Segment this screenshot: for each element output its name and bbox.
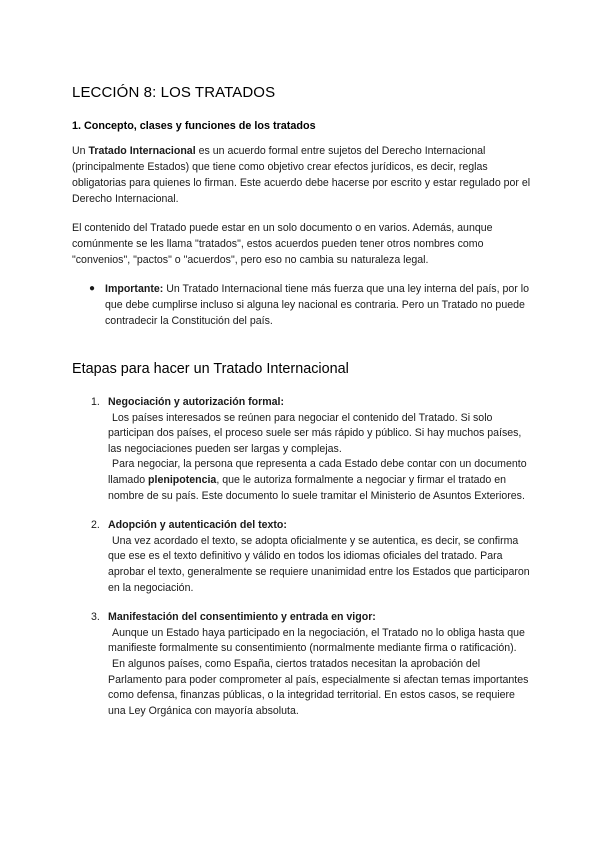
important-text: Un Tratado Internacional tiene más fuerza que una ley interna del país, por lo que debe cumplirse incluso si alguna ley nacional es contraria. Pero un Tratado no puede contradecir la Constitución del país. (105, 283, 529, 327)
important-label: Importante: (105, 283, 164, 295)
important-list (72, 281, 532, 329)
term-plenipotencia: plenipotencia (148, 473, 217, 486)
stage-item (91, 395, 532, 504)
intro-paragraph-2: El contenido del Tratado puede estar en un solo documento o en varios. Además, aunque comúnmente se les llama "tratados", estos acuerdos pueden tener otros nombres como "convenios", "pactos" o "acuerdos", pero eso no cambia su naturaleza legal. (72, 222, 493, 266)
stage-para-post: , que le autoriza formalmente a negociar y firmar el tratado en nombre de su país. Este documento lo suele tramitar el Ministerio de Asuntos Exteriores. (108, 473, 525, 502)
stage-paragraph: En algunos países, como España, ciertos tratados necesitan la aprobación del Parlamento para poder comprometer al país, especialmente si afectan temas importantes como defensa, finanzas públicas, o la integridad territorial. En estos casos, se requiere una Ley Orgánica con mayoría absoluta. (108, 657, 529, 717)
stages-heading: Etapas para hacer un Tratado Internacional (72, 361, 349, 377)
stage-number: 3. (91, 611, 100, 624)
stage-item (91, 610, 532, 719)
stage-title: Adopción y autenticación del texto: (108, 519, 287, 532)
stage-para-pre: Para negociar, la persona que representa a cada Estado debe contar con un documento llamado (108, 458, 527, 486)
term-tratado-internacional: Tratado Internacional (88, 145, 196, 157)
section-1-heading: 1. Concepto, clases y funciones de los tratados (72, 120, 316, 132)
intro-p1-pre: Un (72, 145, 89, 157)
intro-paragraph-1 (72, 143, 532, 207)
stage-paragraph: Aunque un Estado haya participado en la negociación, el Tratado no lo obliga hasta que manifieste formalmente su consentimiento (normalmente mediante firma o ratificación). (108, 626, 525, 655)
stage-paragraph: Los países interesados se reúnen para negociar el contenido del Tratado. Si solo participan dos países, el proceso suele ser más rápido y público. Si hay muchos países, las negociaciones pueden ser largas y complejas. (108, 411, 522, 455)
stage-paragraph (108, 457, 532, 504)
stage-number: 1. (91, 396, 100, 408)
stages-list (72, 395, 532, 719)
bullet-icon: ● (89, 283, 96, 294)
stage-item (91, 518, 532, 596)
intro-p1-post: es un acuerdo formal entre sujetos del Derecho Internacional (principalmente Estados) que tiene como objetivo crear efectos jurídicos, es decir, reglas obligatorias para quienes lo firman. Este acuerdo debe hacerse por escrito y estar regulado por el Derecho Internacional. (72, 145, 531, 205)
stage-number: 2. (91, 519, 100, 532)
stage-paragraph: Una vez acordado el texto, se adopta oficialmente y se autentica, es decir, se confirma que ese es el texto definitivo y válido en todos los idiomas oficiales del tratado. Para aprobar el texto, generalmente se requiere unanimidad entre los Estados que participaron en la negociación. (108, 534, 530, 594)
document-page (72, 84, 532, 719)
stage-title: Negociación y autorización formal: (108, 396, 285, 408)
lesson-title: LECCIÓN 8: LOS TRATADOS (72, 84, 276, 101)
stage-title: Manifestación del consentimiento y entrada en vigor: (108, 611, 376, 624)
list-item (89, 281, 532, 329)
